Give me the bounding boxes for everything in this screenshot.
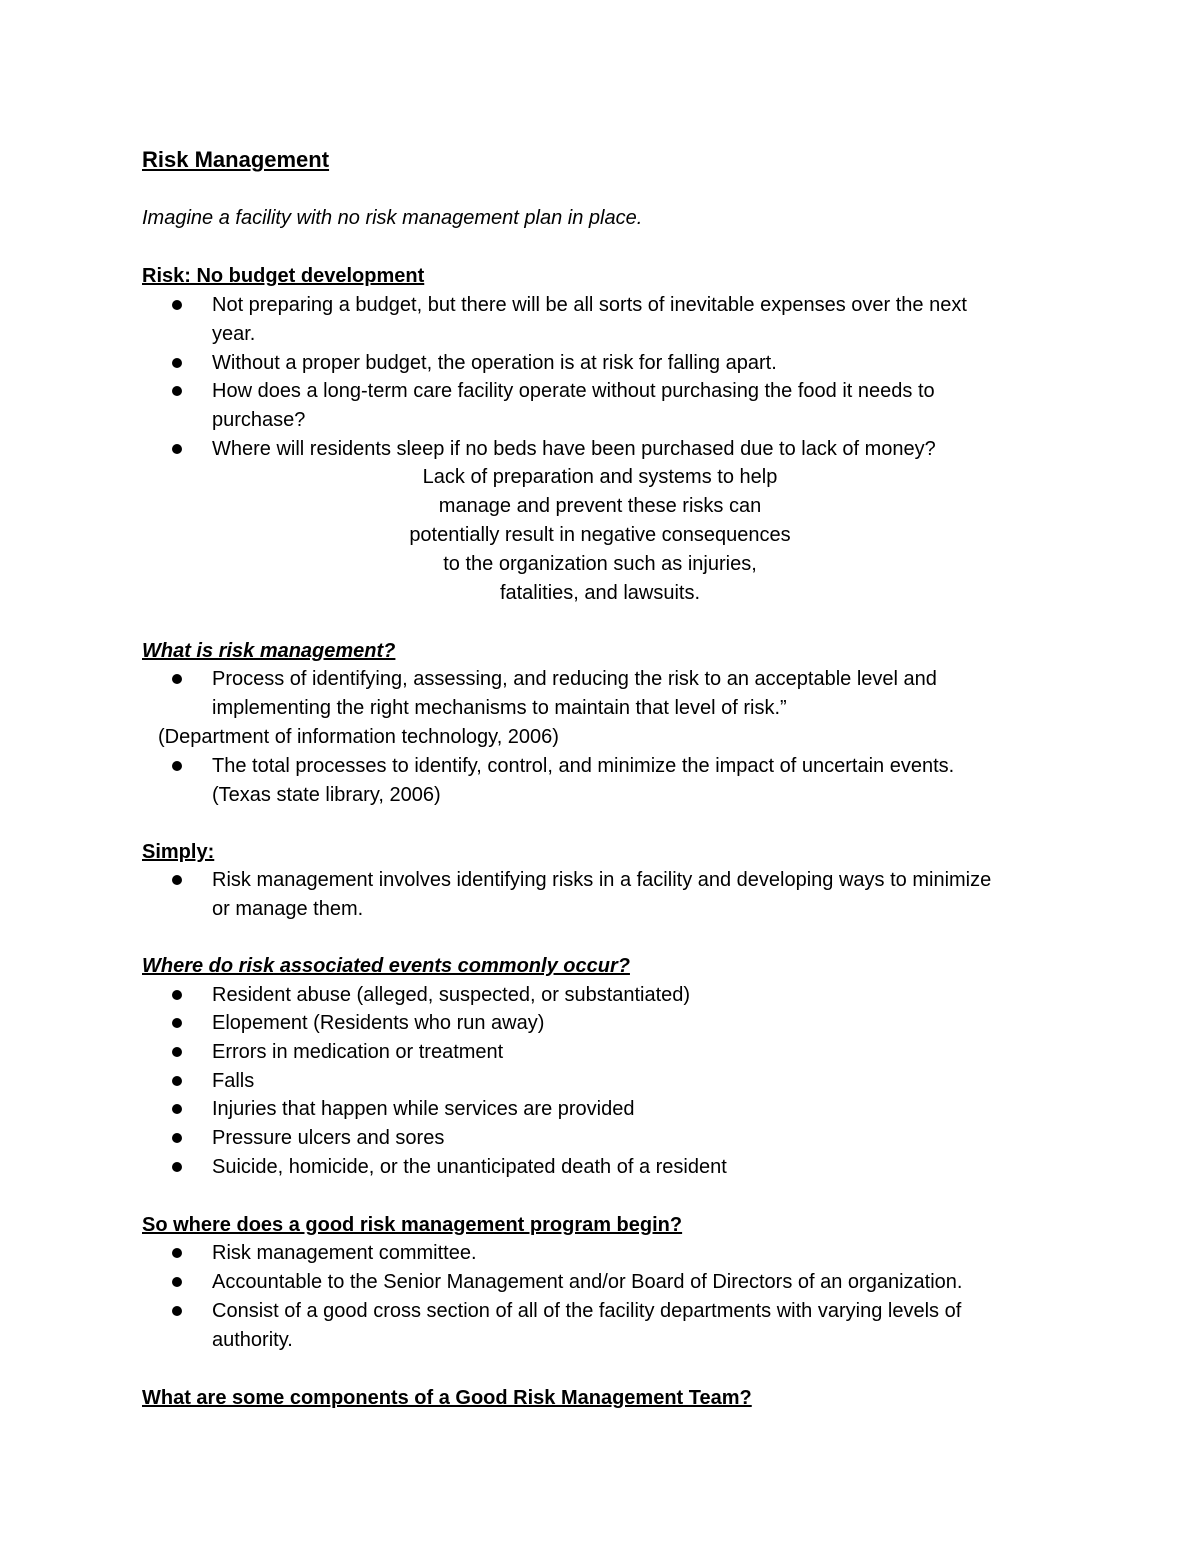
page-title: Risk Management	[142, 147, 330, 172]
bullet-icon	[172, 1047, 182, 1057]
bullet-icon	[172, 1248, 182, 1258]
where-item: Injuries that happen while services are provided	[212, 1098, 635, 1120]
where-item: Pressure ulcers and sores	[212, 1127, 445, 1149]
bullet-icon	[172, 990, 182, 1000]
bullet-icon	[172, 875, 182, 885]
budget-heading: Risk: No budget development	[142, 265, 425, 287]
bullet-icon	[172, 444, 182, 454]
components-heading: What are some components of a Good Risk Management Team?	[142, 1387, 752, 1409]
bullet-icon	[172, 386, 182, 396]
what-bullet-2: The total processes to identify, control, and minimize the impact of uncertain events.	[212, 755, 955, 777]
where-item: Suicide, homicide, or the unanticipated death of a resident	[212, 1156, 727, 1178]
budget-bullet-2: Without a proper budget, the operation is at risk for falling apart.	[212, 352, 777, 374]
begin-bullet-1: Risk management committee.	[212, 1242, 477, 1264]
simply-heading: Simply:	[142, 841, 215, 863]
centered-text-line: manage and prevent these risks can	[438, 495, 762, 517]
centered-text-line: Lack of preparation and systems to help	[422, 466, 778, 488]
centered-text-line: potentially result in negative consequences	[409, 524, 791, 546]
begin-heading: So where does a good risk management program begin?	[142, 1214, 683, 1236]
what-bullet-2-cont: (Texas state library, 2006)	[212, 784, 441, 806]
citation: (Department of information technology, 2006)	[158, 726, 559, 748]
budget-bullet-1: Not preparing a budget, but there will be all sorts of inevitable expenses over the next	[212, 294, 967, 316]
where-item: Falls	[212, 1070, 255, 1092]
intro-text: Imagine a facility with no risk management plan in place.	[142, 207, 643, 229]
bullet-icon	[172, 300, 182, 310]
budget-bullet-3-cont: purchase?	[212, 409, 306, 431]
bullet-icon	[172, 358, 182, 368]
where-item: Resident abuse (alleged, suspected, or substantiated)	[212, 984, 691, 1006]
what-heading: What is risk management?	[142, 640, 396, 662]
bullet-icon	[172, 1306, 182, 1316]
where-item: Errors in medication or treatment	[212, 1041, 504, 1063]
bullet-icon	[172, 674, 182, 684]
bullet-icon	[172, 1133, 182, 1143]
begin-bullet-2: Accountable to the Senior Management and/or Board of Directors of an organization.	[212, 1271, 963, 1293]
what-bullet-1-cont: implementing the right mechanisms to maintain that level of risk.”	[212, 697, 787, 719]
budget-bullet-1-cont: year.	[212, 323, 256, 345]
begin-bullet-3-cont: authority.	[212, 1329, 293, 1351]
bullet-icon	[172, 1104, 182, 1114]
simply-bullet-1-cont: or manage them.	[212, 898, 364, 920]
bullet-icon	[172, 1076, 182, 1086]
simply-bullet-1: Risk management involves identifying risks in a facility and developing ways to minimize	[212, 869, 992, 891]
centered-text-line: to the organization such as injuries,	[443, 553, 757, 575]
budget-bullet-3: How does a long-term care facility operate without purchasing the food it needs to	[212, 380, 935, 402]
bullet-icon	[172, 1277, 182, 1287]
bullet-icon	[172, 761, 182, 771]
where-item: Elopement (Residents who run away)	[212, 1012, 545, 1034]
centered-text-line: fatalities, and lawsuits.	[499, 582, 701, 604]
bullet-icon	[172, 1162, 182, 1172]
bullet-icon	[172, 1018, 182, 1028]
budget-bullet-4: Where will residents sleep if no beds have been purchased due to lack of money?	[212, 438, 936, 460]
what-bullet-1: Process of identifying, assessing, and reducing the risk to an acceptable level and	[212, 668, 937, 690]
begin-bullet-3: Consist of a good cross section of all of the facility departments with varying levels of	[212, 1300, 962, 1322]
where-heading: Where do risk associated events commonly occur?	[142, 955, 630, 977]
